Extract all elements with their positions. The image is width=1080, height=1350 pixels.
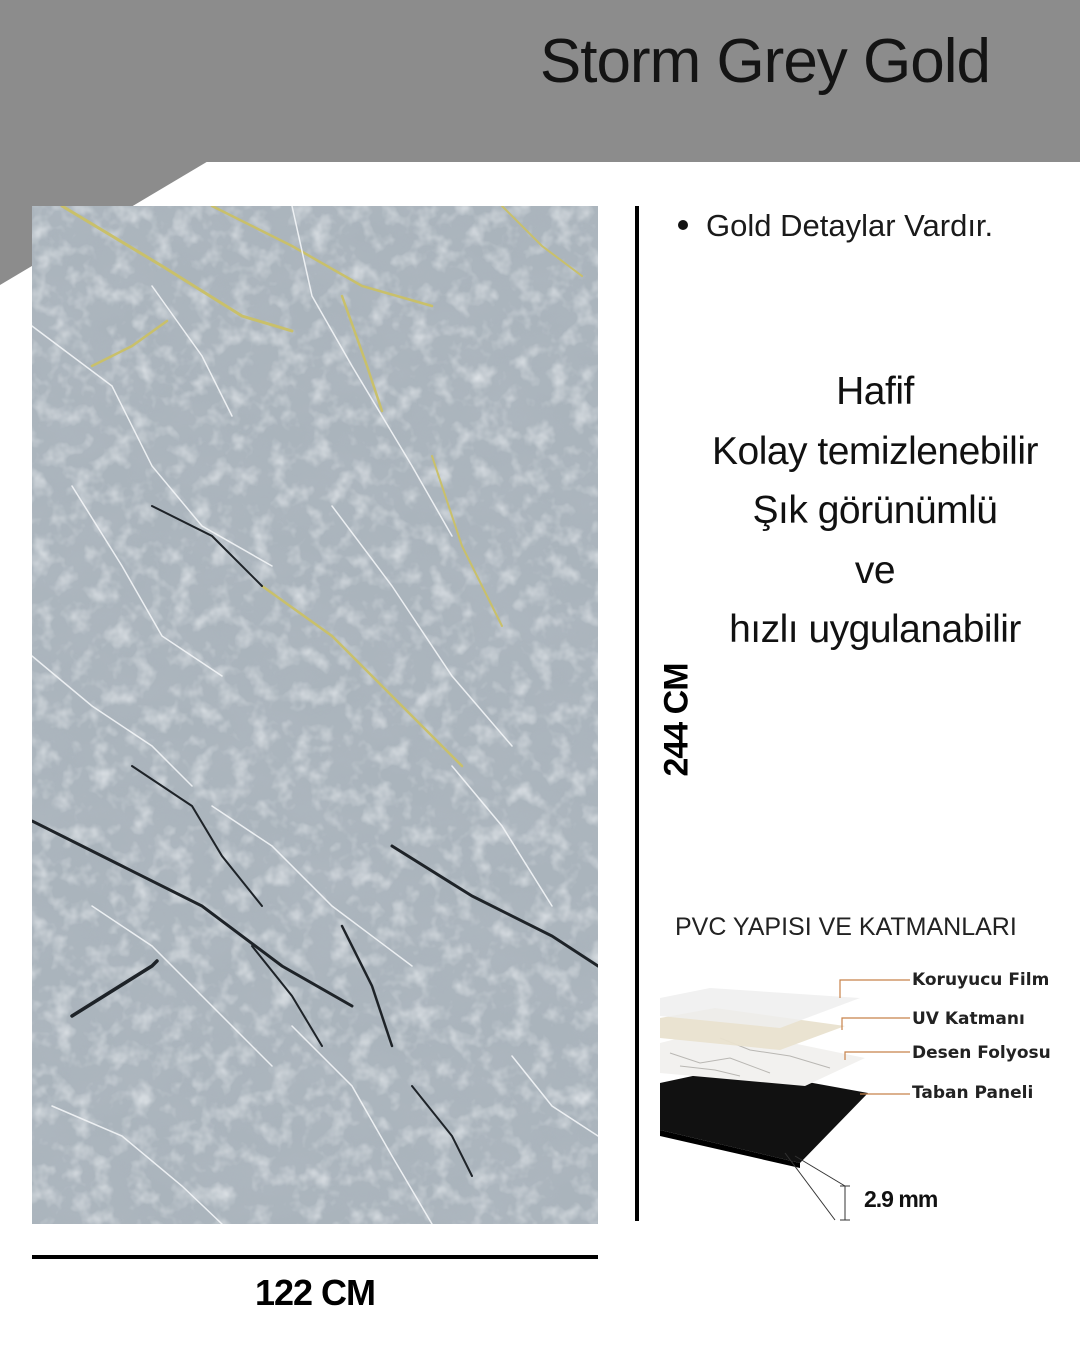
feature-line: Kolay temizlenebilir xyxy=(712,429,1038,473)
layer-label-uv: UV Katmanı xyxy=(912,1009,1025,1029)
thickness-label: 2.9 mm xyxy=(864,1186,938,1212)
gold-detail-bullet xyxy=(678,208,993,244)
height-dimension-label: 244 CM xyxy=(657,663,696,777)
layer-label-protective-film: Koruyucu Film xyxy=(912,970,1050,990)
feature-list xyxy=(680,362,1070,660)
layer-label-base-panel: Taban Paneli xyxy=(912,1083,1034,1103)
feature-line: Şık görünümlü xyxy=(752,489,998,532)
bullet-text: Gold Detaylar Vardır. xyxy=(706,208,994,243)
width-dimension-label: 122 CM xyxy=(254,1272,376,1313)
bullet-icon xyxy=(678,220,688,230)
pvc-structure-title: PVC YAPISI VE KATMANLARI xyxy=(675,913,1017,941)
feature-line: Hafif xyxy=(836,370,914,413)
feature-line: ve xyxy=(854,548,896,592)
layer-label-pattern-foil: Desen Folyosu xyxy=(912,1043,1051,1063)
product-title: Storm Grey Gold xyxy=(539,27,990,96)
marble-panel-image xyxy=(32,206,598,1224)
feature-line: hızlı uygulanabilir xyxy=(729,608,1021,651)
height-dimension-line xyxy=(635,206,639,1221)
pvc-layer-diagram xyxy=(660,958,1060,1228)
width-dimension-line xyxy=(32,1255,598,1259)
